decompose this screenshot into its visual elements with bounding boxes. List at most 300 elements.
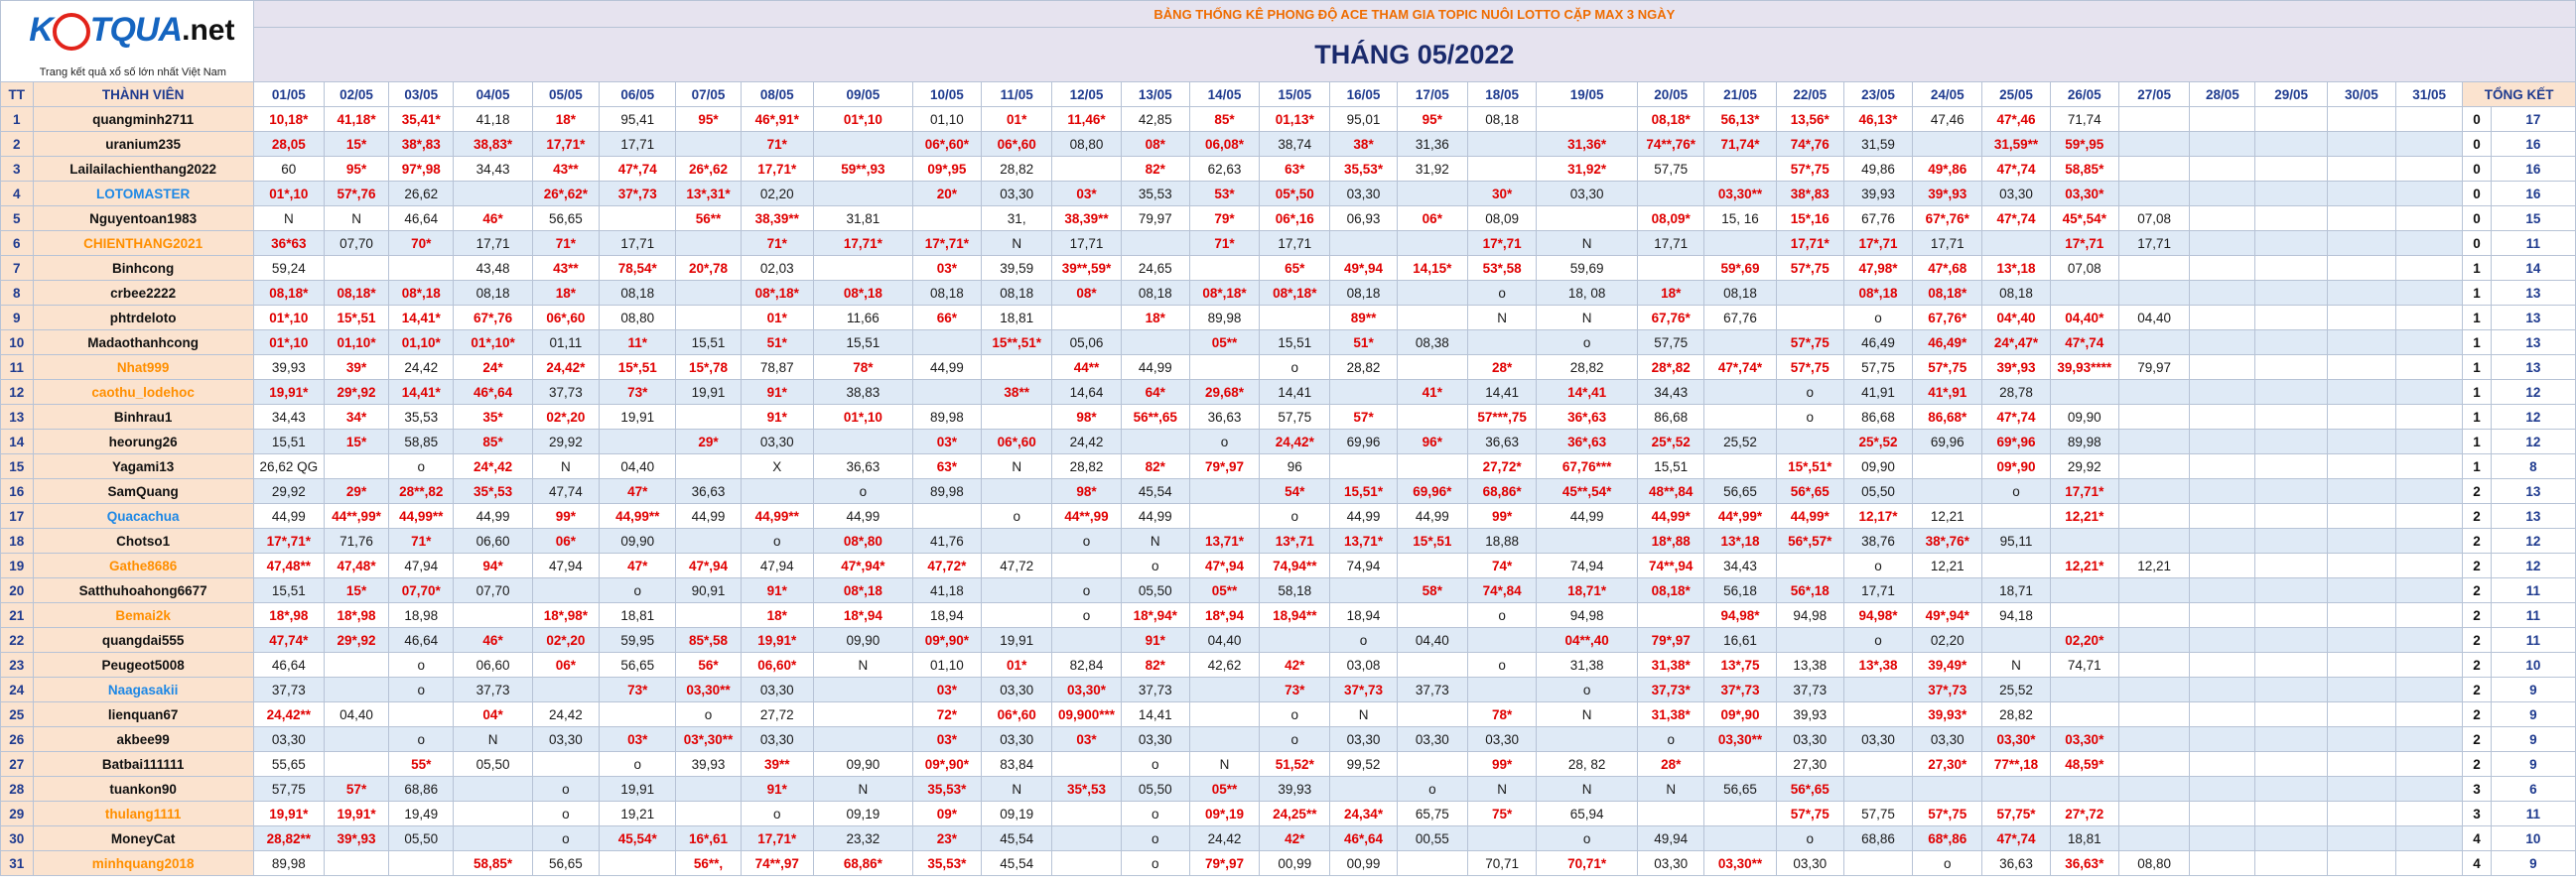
result-cell — [2327, 206, 2395, 231]
result-cell: 38,39** — [741, 206, 813, 231]
result-cell — [2396, 628, 2463, 653]
result-cell: N — [982, 777, 1052, 802]
result-cell: o — [389, 454, 454, 479]
result-cell: 63* — [912, 454, 981, 479]
result-cell: o — [676, 702, 741, 727]
result-cell — [454, 802, 532, 826]
member-name[interactable]: Nguyentoan1983 — [33, 206, 253, 231]
row-number: 31 — [1, 851, 34, 876]
result-cell: N — [1330, 702, 1397, 727]
result-cell: 86,68 — [1843, 405, 1912, 430]
result-cell — [982, 355, 1052, 380]
result-cell: 56**,65 — [1121, 405, 1189, 430]
result-cell: 17,71 — [600, 132, 676, 157]
total-fail: 4 — [2463, 826, 2492, 851]
result-cell: 45,54* — [600, 826, 676, 851]
result-cell: 03,30 — [982, 727, 1052, 752]
result-cell — [1638, 256, 1704, 281]
result-cell: 14,15* — [1397, 256, 1467, 281]
result-cell — [1467, 678, 1536, 702]
member-name[interactable]: Yagami13 — [33, 454, 253, 479]
result-cell — [1704, 752, 1776, 777]
result-cell — [1982, 628, 2050, 653]
result-cell — [2190, 603, 2255, 628]
result-cell: o — [1467, 281, 1536, 306]
result-cell — [1189, 702, 1259, 727]
result-cell: 15,51 — [253, 578, 324, 603]
result-cell: 15,51 — [1638, 454, 1704, 479]
result-cell: 91* — [741, 777, 813, 802]
result-cell: 39** — [741, 752, 813, 777]
member-name[interactable]: MoneyCat — [33, 826, 253, 851]
result-cell: 08,18 — [1704, 281, 1776, 306]
table-row — [1, 702, 2576, 727]
result-cell: 08,09* — [1638, 206, 1704, 231]
member-name[interactable]: Binhcong — [33, 256, 253, 281]
month-title: THÁNG 05/2022 — [253, 28, 2575, 82]
result-cell: 56* — [676, 653, 741, 678]
result-cell: 56,18 — [1704, 578, 1776, 603]
table-row — [1, 355, 2576, 380]
result-cell — [1982, 777, 2050, 802]
total-fail: 2 — [2463, 603, 2492, 628]
result-cell: 47*,94 — [1189, 554, 1259, 578]
result-cell — [2255, 405, 2327, 430]
member-name[interactable]: Batbai111111 — [33, 752, 253, 777]
member-name[interactable]: CHIENTHANG2021 — [33, 231, 253, 256]
result-cell: 18, 08 — [1537, 281, 1638, 306]
result-cell: 45,54 — [982, 851, 1052, 876]
result-cell: 07,08 — [2118, 206, 2189, 231]
result-cell: o — [1052, 578, 1121, 603]
result-cell: 03,30* — [1052, 678, 1121, 702]
result-cell: N — [813, 777, 912, 802]
logo-brand: K TQUA — [29, 11, 182, 49]
result-cell — [2255, 306, 2327, 330]
result-cell: 18,88 — [1467, 529, 1536, 554]
result-cell — [2327, 132, 2395, 157]
result-cell — [2255, 281, 2327, 306]
result-cell: 91* — [741, 405, 813, 430]
total-fail: 2 — [2463, 628, 2492, 653]
result-cell: o — [741, 529, 813, 554]
result-cell: 46,64 — [389, 628, 454, 653]
member-name[interactable]: tuankon90 — [33, 777, 253, 802]
result-cell: 05,50 — [1843, 479, 1912, 504]
result-cell — [324, 752, 388, 777]
result-cell — [532, 578, 599, 603]
result-cell — [2396, 727, 2463, 752]
member-name[interactable]: heorung26 — [33, 430, 253, 454]
result-cell: 43** — [532, 157, 599, 182]
member-name[interactable]: uranium235 — [33, 132, 253, 157]
result-cell: 39*,93 — [1982, 355, 2050, 380]
result-cell: 39,49* — [1913, 653, 1982, 678]
result-cell: 29*,92 — [324, 380, 388, 405]
result-cell: 34* — [324, 405, 388, 430]
result-cell: 29* — [324, 479, 388, 504]
row-number: 13 — [1, 405, 34, 430]
result-cell — [813, 702, 912, 727]
result-cell — [912, 380, 981, 405]
result-cell — [600, 430, 676, 454]
result-cell: 31,36 — [1397, 132, 1467, 157]
result-cell: 94,98* — [1704, 603, 1776, 628]
total-count: 16 — [2491, 157, 2575, 182]
result-cell: 13,71* — [1330, 529, 1397, 554]
result-cell: 56,65 — [1704, 479, 1776, 504]
result-cell: 38** — [982, 380, 1052, 405]
result-cell — [600, 851, 676, 876]
member-name[interactable]: Madaothanhcong — [33, 330, 253, 355]
result-cell: 51* — [1330, 330, 1397, 355]
member-name[interactable]: Satthuhoahong6677 — [33, 578, 253, 603]
result-cell: o — [532, 826, 599, 851]
result-cell — [600, 702, 676, 727]
total-count: 8 — [2491, 454, 2575, 479]
result-cell — [2327, 355, 2395, 380]
result-cell — [2396, 107, 2463, 132]
result-cell: 06*,60 — [982, 702, 1052, 727]
result-cell — [2396, 132, 2463, 157]
member-name[interactable]: Quacachua — [33, 504, 253, 529]
result-cell: o — [1776, 826, 1843, 851]
result-cell: 31,92* — [1537, 157, 1638, 182]
result-cell — [1397, 231, 1467, 256]
member-name[interactable]: Nhat999 — [33, 355, 253, 380]
total-count: 10 — [2491, 826, 2575, 851]
result-cell — [2327, 256, 2395, 281]
member-name[interactable]: lienquan67 — [33, 702, 253, 727]
result-cell: 58,85* — [2050, 157, 2118, 182]
result-cell: 08* — [1121, 132, 1189, 157]
result-cell: 39,93 — [1843, 182, 1912, 206]
member-name[interactable]: SamQuang — [33, 479, 253, 504]
member-name[interactable]: Naagasakii — [33, 678, 253, 702]
row-number: 26 — [1, 727, 34, 752]
result-cell: 18*,94* — [1121, 603, 1189, 628]
member-name[interactable]: crbee2222 — [33, 281, 253, 306]
total-fail: 2 — [2463, 529, 2492, 554]
result-cell: 35,53 — [389, 405, 454, 430]
result-cell: o — [1260, 504, 1330, 529]
result-cell: 01*,10* — [454, 330, 532, 355]
member-name[interactable]: akbee99 — [33, 727, 253, 752]
result-cell: 24,34* — [1330, 802, 1397, 826]
result-cell — [2396, 702, 2463, 727]
result-cell: 57*,75 — [1913, 802, 1982, 826]
row-number: 28 — [1, 777, 34, 802]
result-cell: 19,49 — [389, 802, 454, 826]
result-cell: 18*,98* — [532, 603, 599, 628]
total-fail: 2 — [2463, 752, 2492, 777]
result-cell: 56*,18 — [1776, 578, 1843, 603]
result-cell: 41,91 — [1843, 380, 1912, 405]
result-cell: 07,70 — [454, 578, 532, 603]
result-cell: 49*,86 — [1913, 157, 1982, 182]
result-cell: 19,91 — [600, 777, 676, 802]
total-fail: 2 — [2463, 727, 2492, 752]
result-cell: 44,99 — [813, 504, 912, 529]
result-cell: 14,41* — [389, 306, 454, 330]
result-cell: 03,30 — [1537, 182, 1638, 206]
result-cell — [2327, 330, 2395, 355]
result-cell: 12,21 — [1913, 504, 1982, 529]
result-cell: 12,21* — [2050, 504, 2118, 529]
row-number: 16 — [1, 479, 34, 504]
result-cell — [2118, 182, 2189, 206]
result-cell: 47,94 — [741, 554, 813, 578]
result-cell: 78,87 — [741, 355, 813, 380]
result-cell: 82* — [1121, 454, 1189, 479]
result-cell: 08,18 — [1121, 281, 1189, 306]
header-date: 22/05 — [1776, 82, 1843, 107]
result-cell: 74,94 — [1537, 554, 1638, 578]
table-row — [1, 479, 2576, 504]
result-cell: 67*,76* — [1913, 206, 1982, 231]
result-cell: 71* — [741, 231, 813, 256]
result-cell — [1330, 454, 1397, 479]
result-cell — [1330, 380, 1397, 405]
result-cell — [1704, 454, 1776, 479]
member-name[interactable]: quangdai555 — [33, 628, 253, 653]
result-cell — [1052, 851, 1121, 876]
member-name[interactable]: minhquang2018 — [33, 851, 253, 876]
result-cell — [2118, 653, 2189, 678]
result-cell: 18,94 — [912, 603, 981, 628]
result-cell: 17,71 — [1052, 231, 1121, 256]
result-cell — [1843, 678, 1912, 702]
result-cell: 48,59* — [2050, 752, 2118, 777]
table-row — [1, 256, 2576, 281]
result-cell: 35,41* — [389, 107, 454, 132]
row-number: 14 — [1, 430, 34, 454]
result-cell: 24,65 — [1121, 256, 1189, 281]
result-cell: 19,91* — [741, 628, 813, 653]
result-cell: 28,05 — [253, 132, 324, 157]
member-name[interactable]: phtrdeloto — [33, 306, 253, 330]
result-cell — [1843, 752, 1912, 777]
logo[interactable] — [1, 1, 254, 82]
result-cell: 06,60* — [741, 653, 813, 678]
result-cell: N — [982, 231, 1052, 256]
result-cell: 38,83 — [813, 380, 912, 405]
result-cell: 03* — [1052, 727, 1121, 752]
result-cell: 26,62 QG — [253, 454, 324, 479]
member-name[interactable]: Binhrau1 — [33, 405, 253, 430]
result-cell: 47,48* — [324, 554, 388, 578]
result-cell: 07,70* — [389, 578, 454, 603]
result-cell — [2190, 157, 2255, 182]
result-cell — [2190, 777, 2255, 802]
result-cell — [454, 777, 532, 802]
result-cell: 17*,71 — [1467, 231, 1536, 256]
row-number: 9 — [1, 306, 34, 330]
result-cell: 71* — [532, 231, 599, 256]
result-cell: 04,40 — [1189, 628, 1259, 653]
result-cell: 14,41* — [389, 380, 454, 405]
member-name[interactable]: quangminh2711 — [33, 107, 253, 132]
result-cell: 17,71* — [741, 157, 813, 182]
result-cell: 67,76 — [1843, 206, 1912, 231]
result-cell — [1121, 231, 1189, 256]
result-cell: 28,82 — [1330, 355, 1397, 380]
row-number: 5 — [1, 206, 34, 231]
result-cell: 39,93 — [676, 752, 741, 777]
result-cell: 44,99** — [741, 504, 813, 529]
result-cell: 49*,94* — [1913, 603, 1982, 628]
result-cell: 58,18 — [1260, 578, 1330, 603]
result-cell — [1704, 802, 1776, 826]
result-cell — [2118, 405, 2189, 430]
result-cell: 29*,92 — [324, 628, 388, 653]
row-number: 23 — [1, 653, 34, 678]
result-cell: 17*,71 — [1843, 231, 1912, 256]
member-name[interactable]: LOTOMASTER — [33, 182, 253, 206]
result-cell: 37,73 — [1776, 678, 1843, 702]
result-cell: N — [1467, 306, 1536, 330]
result-cell — [2255, 702, 2327, 727]
result-cell — [2118, 628, 2189, 653]
result-cell: 56**, — [676, 851, 741, 876]
member-name[interactable]: caothu_lodehoc — [33, 380, 253, 405]
result-cell: 09*,90 — [1704, 702, 1776, 727]
result-cell: 56,65 — [600, 653, 676, 678]
total-count: 11 — [2491, 578, 2575, 603]
result-cell: 09,90 — [813, 628, 912, 653]
result-cell: 37,73 — [1121, 678, 1189, 702]
result-cell — [2396, 529, 2463, 554]
result-cell — [1537, 529, 1638, 554]
result-cell: 83,84 — [982, 752, 1052, 777]
result-cell: o — [1638, 727, 1704, 752]
member-name[interactable]: Chotso1 — [33, 529, 253, 554]
result-cell: 28,82** — [253, 826, 324, 851]
table-row — [1, 802, 2576, 826]
result-cell — [2396, 157, 2463, 182]
result-cell: 24,42 — [1189, 826, 1259, 851]
result-cell: 15*,51 — [324, 306, 388, 330]
result-cell: 25,52 — [1982, 678, 2050, 702]
result-cell: 04* — [454, 702, 532, 727]
result-cell — [2050, 281, 2118, 306]
table-row — [1, 554, 2576, 578]
result-cell: o — [600, 752, 676, 777]
result-cell — [2327, 454, 2395, 479]
result-cell: N — [982, 454, 1052, 479]
result-cell: 94* — [454, 554, 532, 578]
result-cell: 34,43 — [1704, 554, 1776, 578]
result-cell: 03,30 — [1913, 727, 1982, 752]
result-cell — [982, 578, 1052, 603]
result-cell — [2327, 777, 2395, 802]
result-cell: o — [600, 578, 676, 603]
result-cell: 11* — [600, 330, 676, 355]
result-cell: 71* — [389, 529, 454, 554]
header-date: 29/05 — [2255, 82, 2327, 107]
result-cell: 06,08* — [1189, 132, 1259, 157]
result-cell — [676, 603, 741, 628]
result-cell — [1260, 628, 1330, 653]
result-cell: 57,75 — [1260, 405, 1330, 430]
result-cell: 31,92 — [1397, 157, 1467, 182]
result-cell: 41,76 — [912, 529, 981, 554]
result-cell: 05,06 — [1052, 330, 1121, 355]
result-cell: 42,85 — [1121, 107, 1189, 132]
result-cell: 36,63 — [676, 479, 741, 504]
result-cell: 23,32 — [813, 826, 912, 851]
result-cell: 68,86 — [389, 777, 454, 802]
result-cell: 44,99 — [676, 504, 741, 529]
result-cell: 08,80 — [2118, 851, 2189, 876]
result-cell: 13*,18 — [1704, 529, 1776, 554]
member-name[interactable]: thulang1111 — [33, 802, 253, 826]
result-cell — [2327, 578, 2395, 603]
result-cell: 11,46* — [1052, 107, 1121, 132]
result-cell — [2396, 256, 2463, 281]
result-cell — [1189, 727, 1259, 752]
result-cell: 01*,10 — [253, 330, 324, 355]
result-cell — [1397, 182, 1467, 206]
result-cell — [324, 727, 388, 752]
result-cell: 01* — [982, 107, 1052, 132]
result-cell: 12,21 — [1913, 554, 1982, 578]
member-name[interactable]: Gathe8686 — [33, 554, 253, 578]
result-cell — [2396, 306, 2463, 330]
result-cell — [2118, 454, 2189, 479]
result-cell — [1189, 256, 1259, 281]
result-cell — [2255, 182, 2327, 206]
result-cell: 18*,98 — [324, 603, 388, 628]
result-cell: 41*,91 — [1913, 380, 1982, 405]
result-cell: 51,52* — [1260, 752, 1330, 777]
result-cell — [2255, 107, 2327, 132]
result-cell: 57,75* — [1982, 802, 2050, 826]
result-cell — [2118, 479, 2189, 504]
row-number: 2 — [1, 132, 34, 157]
result-cell — [1913, 479, 1982, 504]
result-cell: 15* — [324, 430, 388, 454]
result-cell — [2190, 504, 2255, 529]
result-cell: 17,71* — [532, 132, 599, 157]
member-name[interactable]: Peugeot5008 — [33, 653, 253, 678]
result-cell: 59,24 — [253, 256, 324, 281]
result-cell — [2327, 157, 2395, 182]
result-cell: 06*,60* — [912, 132, 981, 157]
result-cell — [2118, 157, 2189, 182]
result-cell: 47* — [600, 479, 676, 504]
result-cell: 74*,76 — [1776, 132, 1843, 157]
result-cell: N — [1638, 777, 1704, 802]
result-cell: 18,71 — [1982, 578, 2050, 603]
table-row — [1, 529, 2576, 554]
result-cell: 08*,80 — [813, 529, 912, 554]
result-cell: 51* — [741, 330, 813, 355]
header-date: 11/05 — [982, 82, 1052, 107]
result-cell — [1052, 752, 1121, 777]
result-cell: 86,68 — [1638, 405, 1704, 430]
result-cell — [2327, 752, 2395, 777]
result-cell: 15, 16 — [1704, 206, 1776, 231]
member-name[interactable]: Lailailachienthang2022 — [33, 157, 253, 182]
result-cell: 15,51* — [1330, 479, 1397, 504]
result-cell: N — [324, 206, 388, 231]
result-cell: 01*,10 — [813, 107, 912, 132]
result-cell: 03* — [912, 727, 981, 752]
result-cell: 57*,75 — [1776, 157, 1843, 182]
member-name[interactable]: Bemai2k — [33, 603, 253, 628]
result-cell — [1189, 355, 1259, 380]
